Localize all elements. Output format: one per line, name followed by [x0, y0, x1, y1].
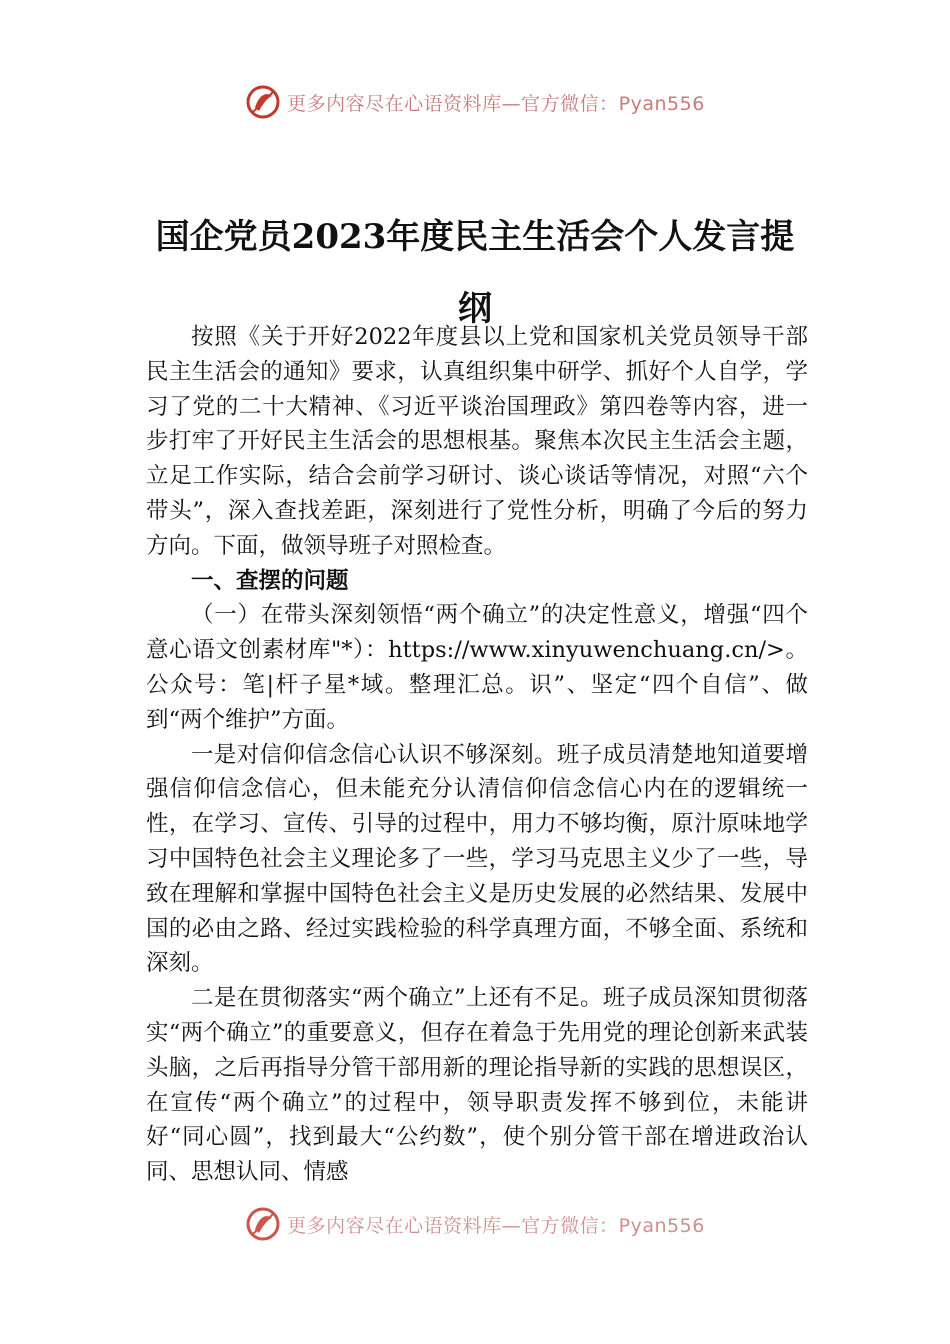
watermark-banner-top [0, 82, 950, 122]
item-paragraph-1: 一是对信仰信念信心认识不够深刻。班子成员清楚地知道要增强信仰信念信心，但未能充分认清信仰信念信心内在的逻辑统一性，在学习、宣传、引导的过程中，用力不够均衡，原汁原味地学习中国特色社会主义理论多了一些，学习马克思主义少了一些，导致在理解和掌握中国特色社会主义是历史发展的必然结果、发展中国的必由之路、经过实践检验的科学真理方面，不够全面、系统和深刻。 [146, 741, 808, 977]
watermark-text: 更多内容尽在心语资料库—官方微信：Pyan556 [287, 92, 705, 115]
section-heading: 一、查摆的问题 [191, 567, 349, 594]
logo-icon [245, 84, 281, 120]
sub-heading-paragraph: （一）在带头深刻领悟“两个确立”的决定性意义，增强“四个意心语文创素材库"*）：https://www.xinyuwenchuang.cn/>。公众号：笔|杆子星*域。整理汇总。识”、坚定“四个自信”、做到“两个维护”方面。 [146, 602, 808, 733]
watermark-banner-bottom [0, 1204, 950, 1244]
intro-paragraph: 按照《关于开好2022年度县以上党和国家机关党员领导干部民主生活会的通知》要求，认真组织集中研学、抓好个人自学，学习了党的二十大精神、《习近平谈治国理政》第四卷等内容，进一步打牢了开好民主生活会的思想根基。聚焦本次民主生活会主题，立足工作实际，结合会前学习研讨、谈心谈话等情况，对照“六个带头”，深入查找差距，深刻进行了党性分析，明确了今后的努力方向。下面，做领导班子对照检查。 [146, 324, 808, 559]
item-paragraph-2: 二是在贯彻落实“两个确立”上还有不足。班子成员深知贯彻落实“两个确立”的重要意义，但存在着急于先用党的理论创新来武装头脑，之后再指导分管干部用新的理论指导新的实践的思想误区，在宣传“两个确立”的过程中，领导职责发挥不够到位，未能讲好“同心圆”，找到最大“公约数”，使个别分管干部在增进政治认同、思想认同、情感 [146, 985, 808, 1186]
document-body [146, 320, 808, 1190]
watermark-text: 更多内容尽在心语资料库—官方微信：Pyan556 [287, 1214, 705, 1237]
document-title: 国企党员2023年度民主生活会个人发言提纲 [155, 216, 795, 329]
logo-icon [245, 1206, 281, 1242]
